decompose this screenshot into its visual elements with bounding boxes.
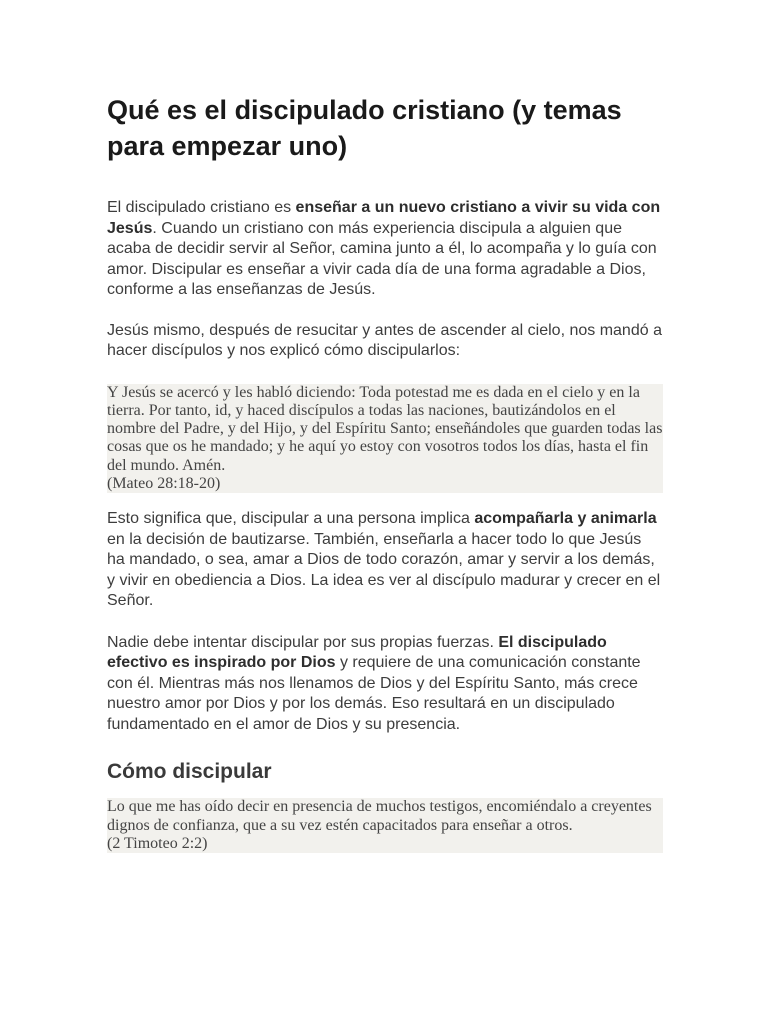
text-span: en la decisión de bautizarse. También, enseñarla a hacer todo lo que Jesús ha mandado, o sea, amar a Dios de todo corazón, amar y servir a los demás, y vivir en obediencia a Dios. La idea es ver al discípulo madurar y crecer en el Señor. (107, 530, 661, 610)
bold-text: El discipulado efectivo es inspirado por Dios (107, 633, 607, 672)
page-title: Qué es el discipulado cristiano (y temas para empezar uno) (107, 95, 622, 161)
paragraph-jesus-command: Jesús mismo, después de resucitar y antes de ascender al cielo, nos mandó a hacer discípulos y nos explicó cómo discipularlos: (107, 321, 662, 359)
text-span: Esto significa que, discipular a una persona implica (107, 510, 475, 528)
paragraph-meaning (107, 509, 663, 612)
section-heading: Cómo discipular (107, 760, 272, 784)
paragraph-inspired (107, 633, 663, 736)
quote-reference: (2 Timoteo 2:2) (107, 834, 208, 852)
bold-text: acompañarla y animarla (474, 510, 657, 528)
text-span: El discipulado cristiano es (107, 199, 296, 216)
text-span: Nadie debe intentar discipular por sus propias fuerzas. (107, 633, 499, 651)
quote-text: Lo que me has oído decir en presencia de muchos testigos, encomiéndalo a creyentes dignos de confianza, que a su vez estén capacitados para enseñar a otros. (107, 798, 652, 834)
text-span: . Cuando un cristiano con más experiencia discipula a alguien que acaba de decidir servir al Señor, camina junto a él, lo acompaña y lo guía con amor. Discipular es enseñar a vivir cada día de una forma agradable a Dios, conforme a las enseñanzas de Jesús. (107, 219, 657, 298)
article (107, 92, 663, 853)
intro-paragraph (107, 198, 663, 301)
bible-quote-timoteo (107, 798, 663, 853)
bible-quote-mateo (107, 384, 663, 494)
quote-text: Y Jesús se acercó y les habló diciendo: Toda potestad me es dada en el cielo y en la tierra. Por tanto, id, y haced discípulos a todas las naciones, bautizándolos en el nombre del Padre, y del Hijo, y del Espíritu Santo; enseñándoles que guarden todas las cosas que os he mandado; y he aquí yo estoy con vosotros todos los días, hasta el fin del mundo. Amén. (107, 383, 663, 474)
text-span: y requiere de una comunicación constante con él. Mientras más nos llenamos de Dios y del Espíritu Santo, más crece nuestro amor por Dios y por los demás. Eso resultará en un discipulado fundamentado en el amor de Dios y su presencia. (107, 654, 641, 733)
bold-text: enseñar a un nuevo cristiano a vivir su vida con Jesús (107, 199, 661, 237)
quote-reference: (Mateo 28:18-20) (107, 474, 221, 492)
